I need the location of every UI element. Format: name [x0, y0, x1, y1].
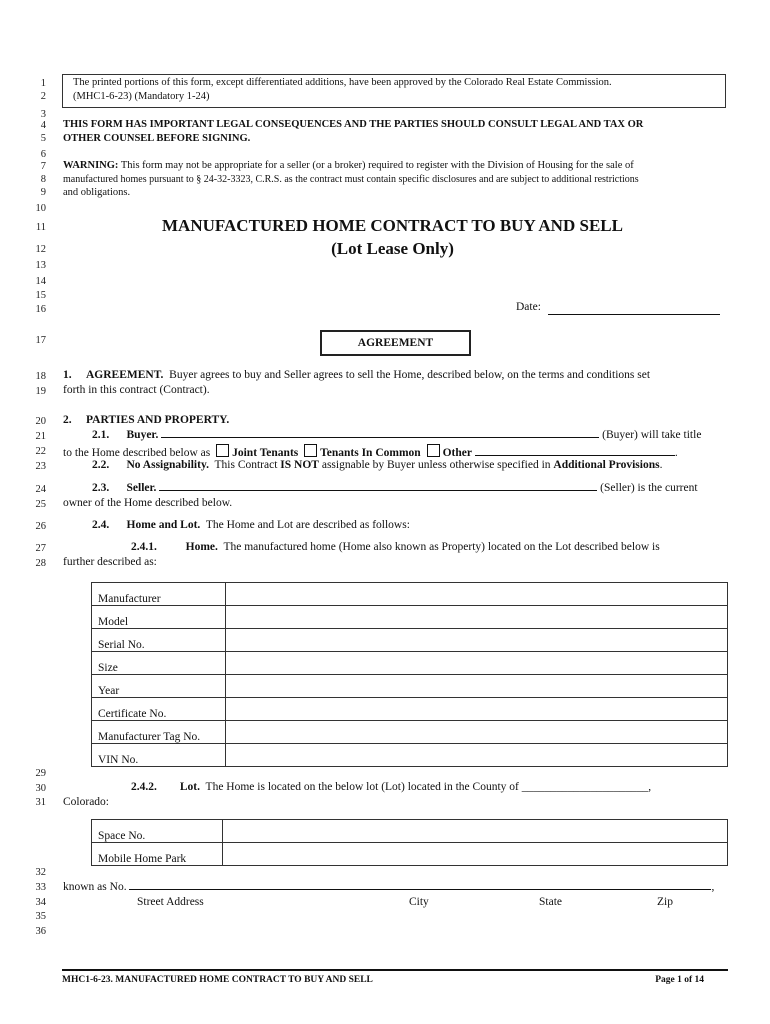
lot-field-value[interactable] — [223, 820, 728, 843]
home-field-label: Model — [92, 606, 226, 629]
line-number: 34 — [35, 897, 46, 908]
line-number: 16 — [35, 304, 46, 315]
section-2-4-1-number: 2.4.1. — [131, 541, 157, 553]
date-label: Date: — [516, 301, 541, 313]
warning-text-1: This form may not be appropriate for a seller (or a broker) required to register with the Division of Housing for the sale of — [120, 160, 634, 171]
lot-field-label: Mobile Home Park — [92, 843, 223, 866]
tenants-in-common-checkbox[interactable] — [304, 444, 317, 457]
legal-notice-2: OTHER COUNSEL BEFORE SIGNING. — [63, 133, 251, 144]
section-2-1-heading: Buyer. — [126, 429, 159, 441]
warning-line-3: and obligations. — [63, 187, 131, 198]
section-2-1-line — [92, 429, 701, 441]
agreement-box: AGREEMENT — [320, 330, 471, 356]
section-2-1-number: 2.1. — [92, 429, 110, 441]
line-number: 2 — [40, 91, 46, 102]
section-2-2-number: 2.2. — [92, 459, 110, 471]
home-row — [92, 629, 728, 652]
line-number: 17 — [35, 335, 46, 346]
date-field[interactable] — [548, 313, 720, 315]
home-field-label: Serial No. — [92, 629, 226, 652]
line-number: 36 — [35, 926, 46, 937]
line-number: 21 — [35, 431, 46, 442]
section-2-4-1-heading: Home. — [185, 541, 218, 553]
warning-line-2: manufactured homes pursuant to § 24-32-3323, C.R.S. as the contract must contain specific disclosures and are subject to additional restrictions — [63, 174, 639, 185]
line-number: 19 — [35, 386, 46, 397]
street-address-label: Street Address — [137, 896, 204, 908]
line-number: 35 — [35, 911, 46, 922]
line-number: 26 — [35, 521, 46, 532]
other-field[interactable] — [475, 454, 675, 456]
line-number: 14 — [35, 276, 46, 287]
city-label: City — [409, 896, 429, 908]
home-row — [92, 698, 728, 721]
section-2-4-text: The Home and Lot are described as follows: — [205, 519, 410, 531]
state-label: State — [539, 896, 562, 908]
section-2-2-text-b: assignable by Buyer unless otherwise specified in — [321, 459, 551, 471]
line-number: 4 — [40, 120, 46, 131]
section-2-4-2-number: 2.4.2. — [131, 781, 157, 793]
home-field-label: Manufacturer Tag No. — [92, 721, 226, 744]
known-as-line: known as No. , — [63, 881, 715, 893]
line-number: 23 — [35, 461, 46, 472]
section-2-heading-line — [63, 414, 229, 426]
home-field-label: Manufacturer — [92, 583, 226, 606]
section-1-text: Buyer agrees to buy and Seller agrees to sell the Home, described below, on the terms and conditions set — [169, 369, 651, 381]
address-field[interactable] — [129, 888, 711, 890]
line-number: 33 — [35, 882, 46, 893]
footer-title: MHC1-6-23. MANUFACTURED HOME CONTRACT TO BUY AND SELL — [62, 975, 373, 985]
section-2-4-1-line-2: further described as: — [63, 556, 157, 568]
approval-text-1: The printed portions of this form, except differentiated additions, have been approved by the Colorado Real Estate Commission. — [73, 77, 612, 88]
other-checkbox[interactable] — [427, 444, 440, 457]
home-row — [92, 675, 728, 698]
line-number: 15 — [35, 290, 46, 301]
section-2-heading: PARTIES AND PROPERTY. — [86, 414, 230, 426]
line-number: 13 — [35, 260, 46, 271]
section-2-4-2-text: The Home is located on the below lot (Lot) located in the County of ______________________, — [205, 781, 652, 793]
line-number: 12 — [35, 244, 46, 255]
lot-description-table — [91, 819, 728, 866]
additional-provisions-ref: Additional Provisions — [553, 459, 660, 471]
line-number: 28 — [35, 558, 46, 569]
section-1-number: 1. — [63, 369, 72, 381]
buyer-name-field[interactable] — [161, 436, 599, 438]
tenants-in-common-label: Tenants In Common — [320, 447, 421, 459]
home-field-label: VIN No. — [92, 744, 226, 767]
section-1-heading: AGREEMENT. — [86, 369, 164, 381]
home-row — [92, 606, 728, 629]
section-2-4-number: 2.4. — [92, 519, 110, 531]
section-1-line-2: forth in this contract (Contract). — [63, 384, 210, 396]
section-2-3-heading: Seller. — [126, 482, 157, 494]
title-as-text: to the Home described below as — [63, 447, 211, 459]
line-number: 18 — [35, 371, 46, 382]
footer-page: Page 1 of 14 — [655, 975, 704, 985]
home-field-label: Size — [92, 652, 226, 675]
section-2-4-heading: Home and Lot. — [126, 519, 201, 531]
section-2-3-number: 2.3. — [92, 482, 110, 494]
home-row — [92, 583, 728, 606]
home-field-value[interactable] — [226, 652, 728, 675]
warning-line-1 — [63, 160, 634, 171]
section-2-4-2-heading: Lot. — [179, 781, 200, 793]
joint-tenants-label: Joint Tenants — [232, 447, 299, 459]
line-number: 29 — [35, 768, 46, 779]
home-row — [92, 744, 728, 767]
page-title: MANUFACTURED HOME CONTRACT TO BUY AND SELL — [162, 216, 623, 235]
approval-box — [62, 74, 726, 108]
line-number: 8 — [40, 174, 46, 185]
page-subtitle: (Lot Lease Only) — [331, 239, 454, 258]
line-number: 6 — [40, 149, 46, 160]
section-2-2-line: 2.2. No Assignability. This Contract IS NOT assignable by Buyer unless otherwise specified in Additional Provisions. — [92, 459, 663, 471]
known-as-label: known as No. — [63, 881, 127, 893]
home-field-value[interactable] — [226, 698, 728, 721]
lot-field-label: Space No. — [92, 820, 223, 843]
line-number: 24 — [35, 484, 46, 495]
line-number: 22 — [35, 446, 46, 457]
section-2-2-heading: No Assignability. — [126, 459, 209, 471]
line-number: 7 — [40, 161, 46, 172]
section-2-2-bold: IS NOT — [280, 459, 319, 471]
section-2-4-2-line-2: Colorado: — [63, 796, 109, 808]
home-field-value[interactable] — [226, 675, 728, 698]
line-number: 5 — [40, 133, 46, 144]
buyer-title-text: (Buyer) will take title — [602, 429, 702, 441]
line-number: 25 — [35, 499, 46, 510]
joint-tenants-checkbox[interactable] — [216, 444, 229, 457]
home-row — [92, 652, 728, 675]
section-1-line-1 — [63, 369, 650, 381]
home-field-value[interactable] — [226, 629, 728, 652]
line-number: 3 — [40, 109, 46, 120]
home-row — [92, 721, 728, 744]
zip-label: Zip — [657, 896, 673, 908]
section-2-4-1-line — [131, 541, 660, 553]
lot-field-value[interactable] — [223, 843, 728, 866]
home-field-value[interactable] — [226, 721, 728, 744]
section-2-number: 2. — [63, 414, 72, 426]
lot-row — [92, 820, 728, 843]
line-number: 1 — [40, 78, 46, 89]
section-2-2-text-a: This Contract — [214, 459, 278, 471]
line-number: 20 — [35, 416, 46, 427]
seller-name-field[interactable] — [159, 489, 597, 491]
home-field-value[interactable] — [226, 583, 728, 606]
approval-text-2: (MHC1-6-23) (Mandatory 1-24) — [73, 91, 210, 102]
lot-row — [92, 843, 728, 866]
home-field-label: Certificate No. — [92, 698, 226, 721]
section-2-4-2-line — [131, 781, 651, 793]
section-2-1-line-2: to the Home described below as Joint Tenants Tenants In Common Other . — [63, 444, 678, 459]
line-number: 31 — [35, 797, 46, 808]
home-field-label: Year — [92, 675, 226, 698]
section-2-4-1-text: The manufactured home (Home also known as Property) located on the Lot described below is — [223, 541, 660, 553]
line-number: 30 — [35, 783, 46, 794]
home-field-value[interactable] — [226, 606, 728, 629]
line-number: 9 — [40, 187, 46, 198]
home-field-value[interactable] — [226, 744, 728, 767]
line-number: 32 — [35, 867, 46, 878]
section-2-4-line — [92, 519, 410, 531]
line-number: 27 — [35, 543, 46, 554]
line-number: 11 — [35, 222, 46, 233]
other-label: Other — [442, 447, 472, 459]
section-2-3-line-2: owner of the Home described below. — [63, 497, 233, 509]
home-description-table — [91, 582, 728, 767]
page-footer — [62, 969, 728, 985]
section-2-3-line — [92, 482, 698, 494]
legal-notice-1: THIS FORM HAS IMPORTANT LEGAL CONSEQUENCES AND THE PARTIES SHOULD CONSULT LEGAL AND TAX OR — [63, 119, 644, 130]
seller-owner-text: (Seller) is the current — [600, 482, 698, 494]
line-number: 10 — [35, 203, 46, 214]
warning-label: WARNING: — [63, 160, 119, 171]
